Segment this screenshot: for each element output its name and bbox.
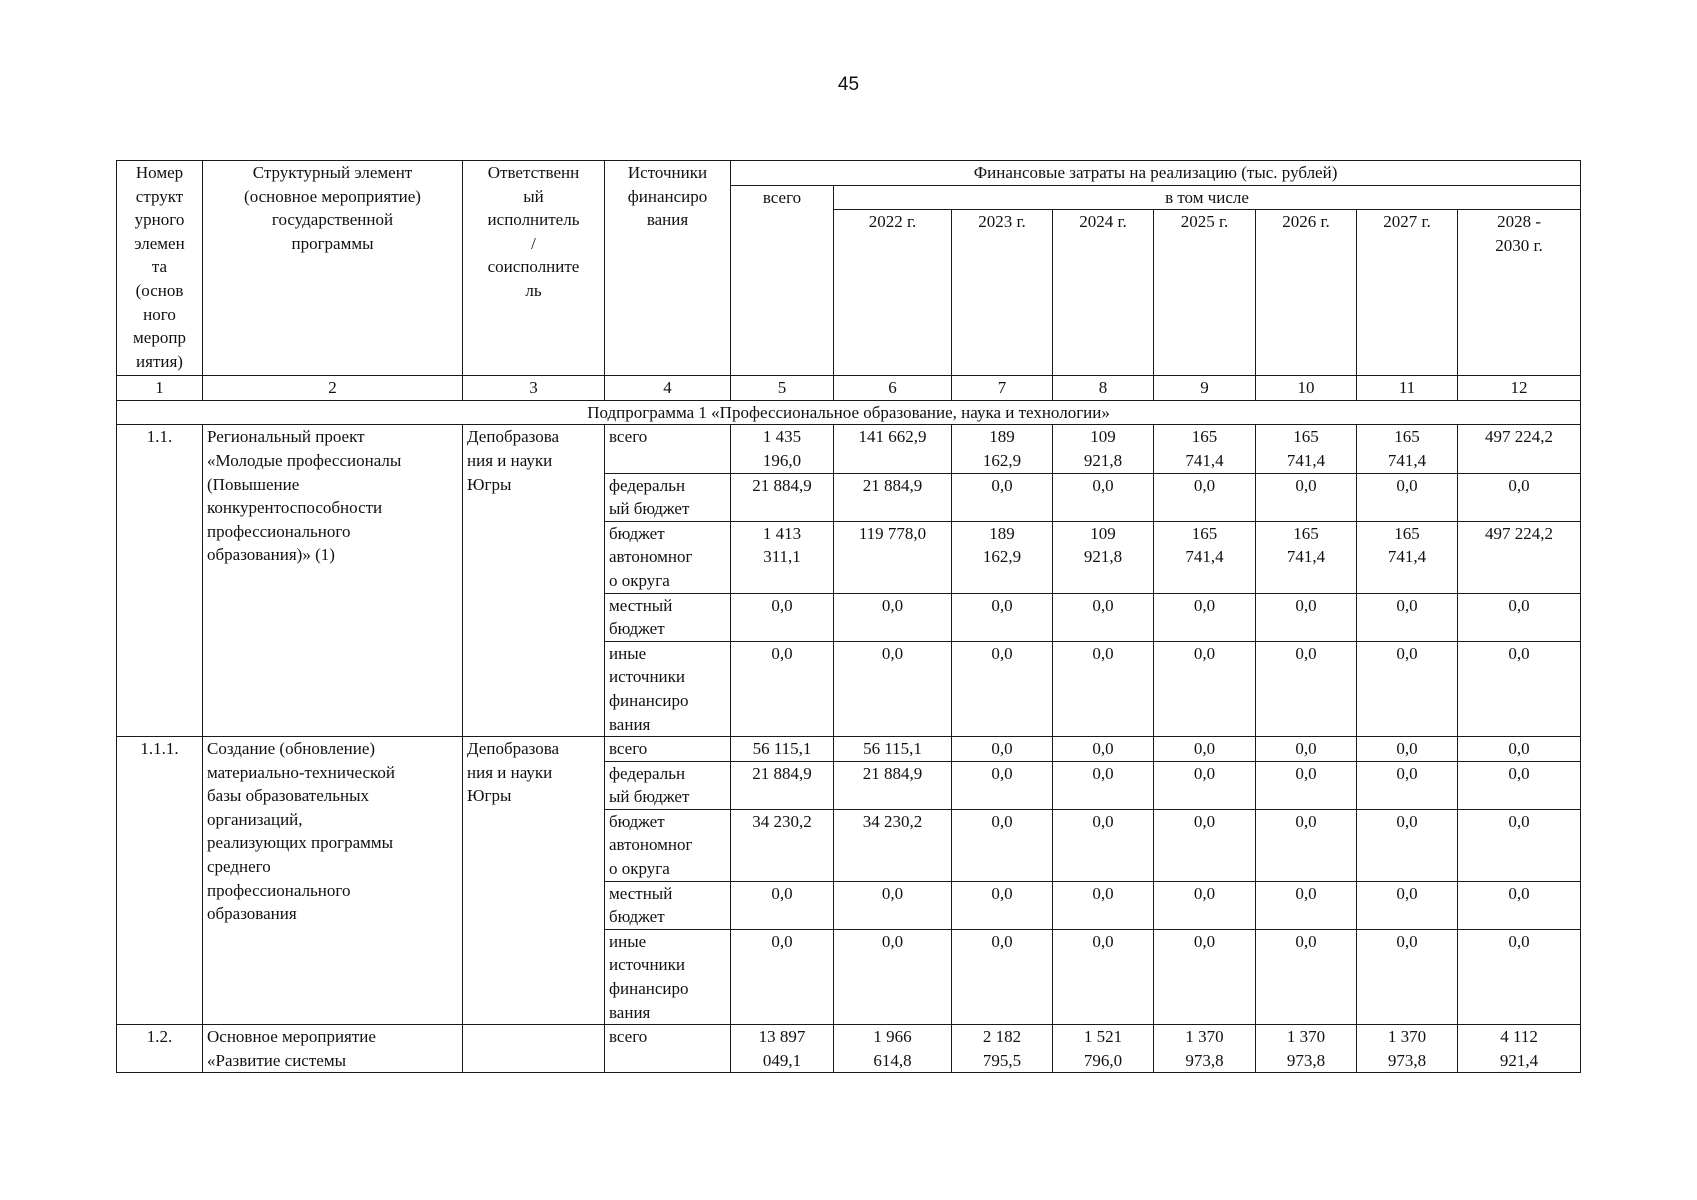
column-number: 5 — [731, 376, 834, 401]
value-2023: 0,0 — [952, 737, 1053, 762]
value-2022: 141 662,9 — [834, 425, 952, 473]
header-financial: Финансовые затраты на реализацию (тыс. рублей) — [731, 161, 1581, 186]
funding-source: местный бюджет — [605, 881, 731, 929]
financing-table — [116, 160, 1581, 1073]
element-title: Создание (обновление) материально-технической базы образовательных организаций, реализующих программы среднего профессионального образования — [203, 737, 463, 1025]
value-2022: 0,0 — [834, 641, 952, 736]
funding-source: всего — [605, 737, 731, 762]
value-2022: 1 966 614,8 — [834, 1025, 952, 1073]
value-2024: 1 521 796,0 — [1053, 1025, 1154, 1073]
responsible-executor: Депобразова ния и науки Югры — [463, 737, 605, 1025]
value-2027: 0,0 — [1357, 737, 1458, 762]
value-2024: 0,0 — [1053, 473, 1154, 521]
value-2028-2030: 0,0 — [1458, 593, 1581, 641]
column-number: 11 — [1357, 376, 1458, 401]
value-2027: 0,0 — [1357, 809, 1458, 881]
header-col-element: Структурный элемент (основное мероприятие) государственной программы — [203, 161, 463, 376]
funding-source: местный бюджет — [605, 593, 731, 641]
value-2024: 0,0 — [1053, 593, 1154, 641]
value-2028-2030: 4 112 921,4 — [1458, 1025, 1581, 1073]
element-number: 1.1. — [117, 425, 203, 737]
value-2026: 0,0 — [1256, 737, 1357, 762]
value-2024: 109 921,8 — [1053, 425, 1154, 473]
header-col-responsible: Ответственн ый исполнитель / соисполните ль — [463, 161, 605, 376]
value-2024: 0,0 — [1053, 881, 1154, 929]
value-2023: 0,0 — [952, 809, 1053, 881]
value-2027: 0,0 — [1357, 641, 1458, 736]
value-total: 13 897 049,1 — [731, 1025, 834, 1073]
element-number: 1.2. — [117, 1025, 203, 1073]
column-number: 3 — [463, 376, 605, 401]
value-total: 0,0 — [731, 929, 834, 1024]
element-number: 1.1.1. — [117, 737, 203, 1025]
value-total: 1 413 311,1 — [731, 521, 834, 593]
value-2023: 0,0 — [952, 929, 1053, 1024]
value-2023: 0,0 — [952, 761, 1053, 809]
value-total: 21 884,9 — [731, 761, 834, 809]
header-col-number: Номер структ урного элемен та (основ ного меропр иятия) — [117, 161, 203, 376]
subprogram-row — [117, 400, 1581, 425]
value-total: 0,0 — [731, 881, 834, 929]
column-numbers-row — [117, 376, 1581, 401]
element-title: Основное мероприятие «Развитие системы — [203, 1025, 463, 1073]
responsible-executor: Депобразова ния и науки Югры — [463, 425, 605, 737]
value-2026: 1 370 973,8 — [1256, 1025, 1357, 1073]
value-2023: 0,0 — [952, 593, 1053, 641]
funding-source: всего — [605, 1025, 731, 1073]
value-2026: 0,0 — [1256, 809, 1357, 881]
value-2025: 165 741,4 — [1154, 425, 1256, 473]
value-2026: 0,0 — [1256, 593, 1357, 641]
value-total: 1 435 196,0 — [731, 425, 834, 473]
value-total: 34 230,2 — [731, 809, 834, 881]
funding-source: бюджет автономног о округа — [605, 809, 731, 881]
value-2022: 119 778,0 — [834, 521, 952, 593]
header-year: 2027 г. — [1357, 210, 1458, 376]
value-2024: 0,0 — [1053, 809, 1154, 881]
value-2025: 0,0 — [1154, 809, 1256, 881]
value-2022: 21 884,9 — [834, 473, 952, 521]
value-2022: 0,0 — [834, 929, 952, 1024]
column-number: 1 — [117, 376, 203, 401]
value-2025: 0,0 — [1154, 641, 1256, 736]
funding-source: бюджет автономног о округа — [605, 521, 731, 593]
value-2028-2030: 0,0 — [1458, 881, 1581, 929]
element-title: Региональный проект «Молодые профессионалы (Повышение конкурентоспособности профессионального образования)» (1) — [203, 425, 463, 737]
value-2025: 1 370 973,8 — [1154, 1025, 1256, 1073]
value-2024: 109 921,8 — [1053, 521, 1154, 593]
header-year: 2025 г. — [1154, 210, 1256, 376]
value-2022: 34 230,2 — [834, 809, 952, 881]
value-total: 56 115,1 — [731, 737, 834, 762]
value-2024: 0,0 — [1053, 761, 1154, 809]
value-2027: 0,0 — [1357, 761, 1458, 809]
header-year: 2023 г. — [952, 210, 1053, 376]
value-2022: 56 115,1 — [834, 737, 952, 762]
value-total: 0,0 — [731, 593, 834, 641]
value-2026: 0,0 — [1256, 761, 1357, 809]
value-2023: 0,0 — [952, 473, 1053, 521]
value-2026: 165 741,4 — [1256, 521, 1357, 593]
column-number: 8 — [1053, 376, 1154, 401]
value-2027: 165 741,4 — [1357, 521, 1458, 593]
column-number: 12 — [1458, 376, 1581, 401]
value-2025: 0,0 — [1154, 761, 1256, 809]
value-2028-2030: 0,0 — [1458, 641, 1581, 736]
column-number: 10 — [1256, 376, 1357, 401]
table-row — [117, 1025, 1581, 1073]
value-2027: 0,0 — [1357, 473, 1458, 521]
header-row-1 — [117, 161, 1581, 186]
value-2027: 1 370 973,8 — [1357, 1025, 1458, 1073]
column-number: 4 — [605, 376, 731, 401]
value-2023: 189 162,9 — [952, 425, 1053, 473]
header-col-sources: Источники финансиро вания — [605, 161, 731, 376]
value-2028-2030: 0,0 — [1458, 929, 1581, 1024]
value-2026: 0,0 — [1256, 473, 1357, 521]
value-2026: 0,0 — [1256, 929, 1357, 1024]
value-2024: 0,0 — [1053, 737, 1154, 762]
value-2024: 0,0 — [1053, 929, 1154, 1024]
funding-source: федеральн ый бюджет — [605, 473, 731, 521]
column-number: 7 — [952, 376, 1053, 401]
value-2025: 0,0 — [1154, 593, 1256, 641]
value-2025: 0,0 — [1154, 473, 1256, 521]
value-2023: 0,0 — [952, 641, 1053, 736]
value-total: 21 884,9 — [731, 473, 834, 521]
funding-source: иные источники финансиро вания — [605, 929, 731, 1024]
header-year: 2022 г. — [834, 210, 952, 376]
header-year: 2026 г. — [1256, 210, 1357, 376]
value-2028-2030: 0,0 — [1458, 809, 1581, 881]
column-number: 9 — [1154, 376, 1256, 401]
value-2024: 0,0 — [1053, 641, 1154, 736]
value-2027: 165 741,4 — [1357, 425, 1458, 473]
funding-source: федеральн ый бюджет — [605, 761, 731, 809]
value-2027: 0,0 — [1357, 929, 1458, 1024]
value-2026: 0,0 — [1256, 881, 1357, 929]
header-year: 2028 - 2030 г. — [1458, 210, 1581, 376]
value-2028-2030: 0,0 — [1458, 737, 1581, 762]
value-2028-2030: 0,0 — [1458, 473, 1581, 521]
header-year: 2024 г. — [1053, 210, 1154, 376]
column-number: 2 — [203, 376, 463, 401]
value-total: 0,0 — [731, 641, 834, 736]
funding-source: иные источники финансиро вания — [605, 641, 731, 736]
column-number: 6 — [834, 376, 952, 401]
page-number: 45 — [837, 74, 860, 95]
value-2028-2030: 497 224,2 — [1458, 521, 1581, 593]
value-2025: 0,0 — [1154, 929, 1256, 1024]
value-2023: 189 162,9 — [952, 521, 1053, 593]
value-2025: 0,0 — [1154, 881, 1256, 929]
value-2027: 0,0 — [1357, 593, 1458, 641]
responsible-executor — [463, 1025, 605, 1073]
value-2027: 0,0 — [1357, 881, 1458, 929]
value-2022: 0,0 — [834, 593, 952, 641]
value-2026: 0,0 — [1256, 641, 1357, 736]
table-row — [117, 425, 1581, 473]
table-row — [117, 737, 1581, 762]
value-2028-2030: 0,0 — [1458, 761, 1581, 809]
value-2025: 0,0 — [1154, 737, 1256, 762]
funding-source: всего — [605, 425, 731, 473]
value-2022: 0,0 — [834, 881, 952, 929]
value-2022: 21 884,9 — [834, 761, 952, 809]
value-2025: 165 741,4 — [1154, 521, 1256, 593]
header-total: всего — [731, 185, 834, 376]
value-2023: 2 182 795,5 — [952, 1025, 1053, 1073]
subprogram-title: Подпрограмма 1 «Профессиональное образование, наука и технологии» — [117, 400, 1581, 425]
value-2026: 165 741,4 — [1256, 425, 1357, 473]
value-2028-2030: 497 224,2 — [1458, 425, 1581, 473]
value-2023: 0,0 — [952, 881, 1053, 929]
header-including: в том числе — [834, 185, 1581, 210]
